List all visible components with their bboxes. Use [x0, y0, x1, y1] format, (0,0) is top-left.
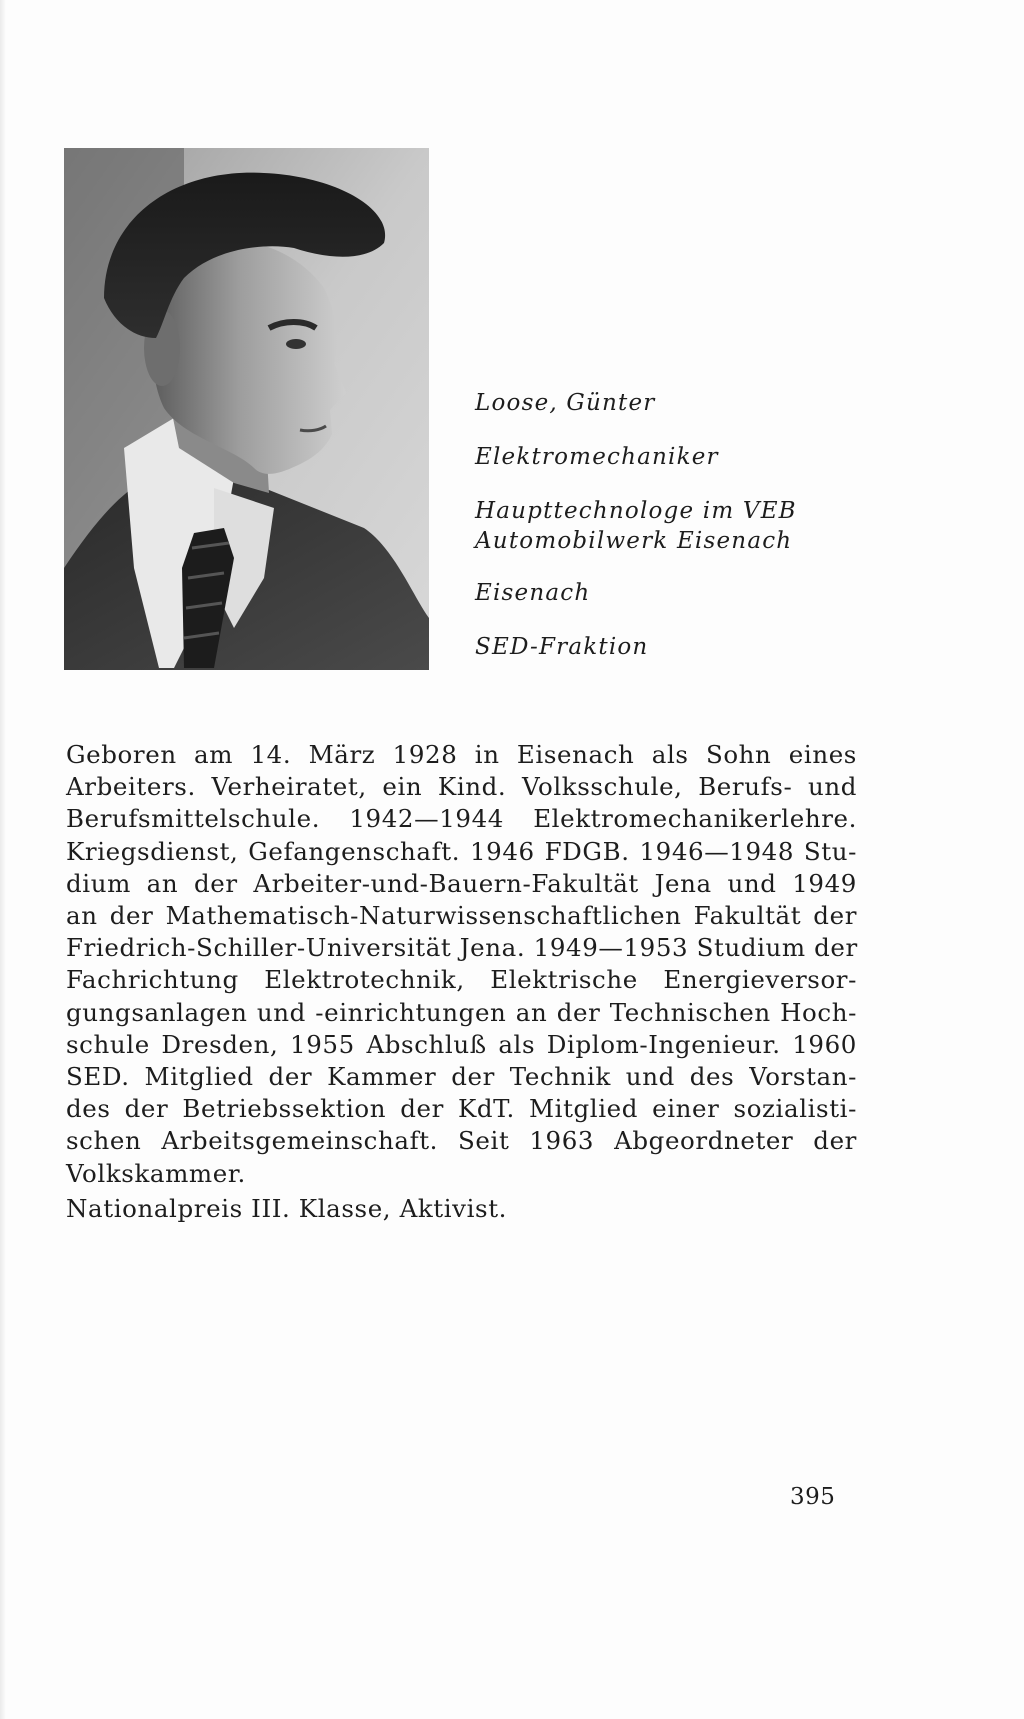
biography-paragraph — [66, 739, 857, 1190]
bio-line: Arbeiters. Verheiratet, ein Kind. Volksschule, Berufs- und — [66, 772, 857, 802]
person-position-line2: Automobilwerk Eisenach — [475, 528, 793, 554]
awards-line: Nationalpreis III. Klasse, Aktivist. — [66, 1194, 508, 1223]
bio-line: an der Mathematisch-Naturwissenschaftlichen Fakultät der — [66, 901, 857, 931]
person-faction: SED-Fraktion — [475, 634, 649, 660]
bio-line: Geboren am 14. März 1928 in Eisenach als Sohn eines — [66, 740, 857, 769]
bio-line: des der Betriebssektion der KdT. Mitglied einer sozialisti- — [66, 1094, 857, 1124]
bio-line: gungsanlagen und -einrichtungen an der Technischen Hoch- — [66, 997, 857, 1027]
bio-line: dium an der Arbeiter-und-Bauern-Fakultät Jena und 1949 — [66, 868, 857, 898]
portrait-photo — [64, 148, 429, 670]
bio-line: Volkskammer. — [66, 1158, 246, 1188]
bio-line: Kriegsdienst, Gefangenschaft. 1946 FDGB. 1946—1948 Stu- — [66, 836, 857, 866]
person-city: Eisenach — [475, 580, 591, 606]
bio-line: Friedrich-Schiller-Universität Jena. 1949—1953 Studium der — [66, 933, 858, 963]
scan-edge-shadow — [0, 0, 6, 1719]
bio-line: schen Arbeitsgemeinschaft. Seit 1963 Abgeordneter der — [66, 1126, 857, 1156]
bio-line: Berufsmittelschule. 1942—1944 Elektromechanikerlehre. — [66, 804, 857, 834]
page-number: 395 — [790, 1484, 836, 1510]
portrait-illustration — [64, 148, 429, 670]
person-name: Loose, Günter — [475, 390, 656, 416]
bio-line: SED. Mitglied der Kammer der Technik und des Vorstan- — [66, 1062, 857, 1092]
caption-block — [475, 388, 935, 662]
bio-line: schule Dresden, 1955 Abschluß als Diplom-Ingenieur. 1960 — [66, 1029, 857, 1059]
person-profession: Elektromechaniker — [475, 444, 719, 470]
person-position-line1: Haupttechnologe im VEB — [475, 498, 797, 524]
bio-line: Fachrichtung Elektrotechnik, Elektrische Energieversor- — [66, 965, 857, 995]
